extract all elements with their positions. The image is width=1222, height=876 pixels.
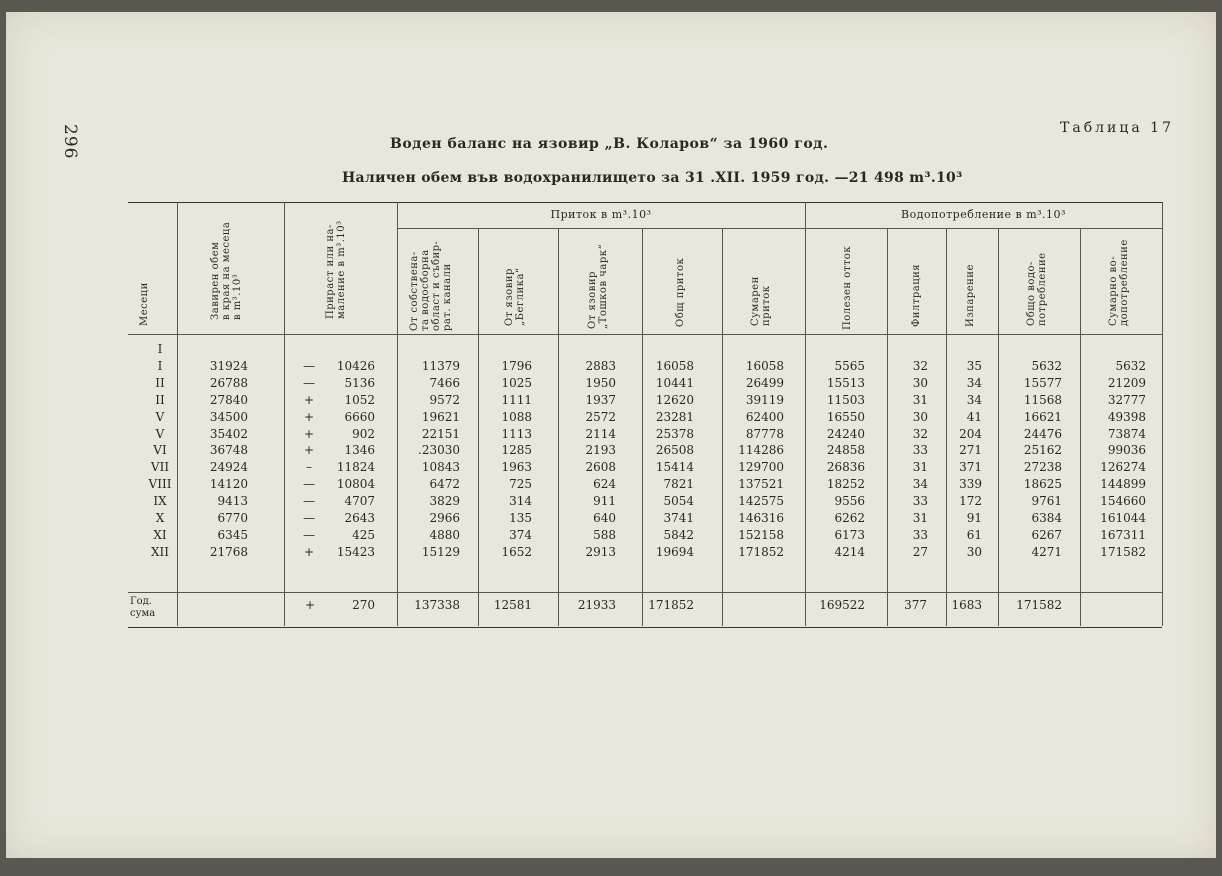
cell-total_use-0 — [998, 341, 1062, 358]
cell-total_inflow-6: 26508 — [655, 443, 694, 458]
cell-cum_use-10: 161044 — [1100, 511, 1146, 526]
cell-cum_inflow-3: 39119 — [745, 392, 784, 407]
cell-sign-0 — [296, 341, 322, 358]
cell-stored-6: 36748 — [209, 443, 248, 458]
header-useful-outflow: Полезен отток — [842, 245, 853, 330]
cell-filtration-3: 31 — [912, 392, 928, 407]
column-total-inflow — [644, 341, 694, 561]
cell-total_use-6: 25162 — [1023, 443, 1062, 458]
cell-own-1: 11379 — [421, 358, 460, 373]
cell-sign-8: — — [303, 477, 315, 492]
cell-months-8: VIII — [148, 477, 172, 492]
cell-sign-9: — — [303, 494, 315, 509]
cell-filtration-10: 31 — [912, 511, 928, 526]
column-filtration — [887, 341, 928, 561]
column-cumulative-inflow — [722, 341, 784, 561]
column-sign — [296, 341, 322, 561]
cell-beglika-7: 1963 — [501, 460, 532, 475]
cell-growth-11: 425 — [352, 527, 375, 542]
cell-beglika-6: 1285 — [501, 443, 532, 458]
cell-evaporation-10: 91 — [966, 511, 982, 526]
header-cumulative-water-use: Сумарно во- допотребление — [1108, 239, 1130, 326]
cell-cum_use-2: 21209 — [1107, 375, 1146, 390]
cell-evaporation-3: 34 — [966, 392, 982, 407]
cell-evaporation-2: 34 — [966, 375, 982, 390]
cell-toshkov-11: 588 — [593, 527, 616, 542]
total-growth: 270 — [352, 598, 375, 612]
cell-sign-2: — — [303, 375, 315, 390]
cell-toshkov-6: 2193 — [585, 443, 616, 458]
cell-growth-1: 10426 — [336, 358, 375, 373]
total-sign: + — [304, 598, 316, 612]
cell-total_use-12: 4271 — [1031, 544, 1062, 559]
cell-growth-9: 4707 — [344, 494, 375, 509]
cell-stored-5: 35402 — [209, 426, 248, 441]
cell-cum_inflow-6: 114286 — [738, 443, 784, 458]
cell-useful-12: 4214 — [834, 544, 865, 559]
cell-useful-6: 24858 — [826, 443, 865, 458]
cell-useful-2: 15513 — [826, 375, 865, 390]
cell-cum_inflow-8: 137521 — [738, 477, 784, 492]
cell-filtration-11: 33 — [912, 527, 928, 542]
cell-own-2: 7466 — [429, 375, 460, 390]
column-beglika — [480, 341, 532, 561]
cell-filtration-12: 27 — [912, 544, 928, 559]
cell-own-8: 6472 — [429, 477, 460, 492]
cell-useful-7: 26836 — [826, 460, 865, 475]
cell-cum_use-5: 73874 — [1107, 426, 1146, 441]
cell-total_inflow-3: 12620 — [655, 392, 694, 407]
cell-total_use-7: 27238 — [1023, 460, 1062, 475]
cell-toshkov-2: 1950 — [585, 375, 616, 390]
cell-growth-2: 5136 — [344, 375, 375, 390]
cell-beglika-10: 135 — [509, 511, 532, 526]
column-useful — [805, 341, 865, 561]
cell-useful-4: 16550 — [826, 409, 865, 424]
cell-filtration-6: 33 — [912, 443, 928, 458]
cell-months-5: V — [155, 426, 165, 441]
cell-sign-1: — — [303, 358, 315, 373]
cell-stored-0 — [190, 341, 248, 358]
cell-filtration-7: 31 — [912, 460, 928, 475]
cell-toshkov-7: 2608 — [585, 460, 616, 475]
cell-months-1: I — [157, 358, 163, 373]
cell-total_use-9: 9761 — [1031, 494, 1062, 509]
cell-evaporation-7: 371 — [959, 460, 982, 475]
cell-sign-10: — — [303, 511, 315, 526]
cell-cum_use-9: 154660 — [1100, 494, 1146, 509]
cell-total_use-1: 5632 — [1031, 358, 1062, 373]
cell-evaporation-1: 35 — [966, 358, 982, 373]
cell-own-3: 9572 — [429, 392, 460, 407]
totals-label: Год. сума — [130, 596, 156, 619]
cell-growth-3: 1052 — [344, 392, 375, 407]
cell-sign-4: + — [303, 409, 315, 424]
cell-total_inflow-5: 25378 — [655, 426, 694, 441]
cell-own-7: 10843 — [421, 460, 460, 475]
cell-total_inflow-0 — [644, 341, 694, 358]
cell-growth-6: 1346 — [344, 443, 375, 458]
total-inflow: 171852 — [648, 598, 694, 612]
cell-filtration-0 — [887, 341, 928, 358]
header-months: Месеци — [139, 282, 150, 326]
cell-sign-11: — — [303, 527, 315, 542]
cell-cum_inflow-11: 152158 — [738, 527, 784, 542]
cell-sign-12: + — [303, 544, 315, 559]
cell-growth-12: 15423 — [336, 544, 375, 559]
cell-growth-8: 10804 — [336, 477, 375, 492]
cell-cum_use-3: 32777 — [1107, 392, 1146, 407]
cell-toshkov-3: 1937 — [585, 392, 616, 407]
cell-own-12: 15129 — [421, 544, 460, 559]
total-toshkov: 21933 — [577, 598, 616, 612]
cell-cum_use-12: 171582 — [1100, 544, 1146, 559]
cell-growth-5: 902 — [352, 426, 375, 441]
cell-evaporation-11: 61 — [966, 527, 982, 542]
total-beglika: 12581 — [493, 598, 532, 612]
cell-stored-8: 14120 — [209, 477, 248, 492]
cell-stored-11: 6345 — [217, 527, 248, 542]
cell-own-11: 4880 — [429, 527, 460, 542]
cell-useful-3: 11503 — [826, 392, 865, 407]
total-useful: 169522 — [819, 598, 865, 612]
cell-toshkov-8: 624 — [593, 477, 616, 492]
header-stored-volume: Завирен обем в края на месеца в m³.10³ — [210, 221, 243, 320]
cell-total_inflow-8: 7821 — [663, 477, 694, 492]
cell-total_use-10: 6384 — [1031, 511, 1062, 526]
page-number: 296 — [60, 124, 80, 160]
column-stored — [190, 341, 248, 561]
cell-own-9: 3829 — [429, 494, 460, 509]
cell-sign-7: – — [306, 460, 312, 475]
cell-useful-5: 24240 — [826, 426, 865, 441]
cell-beglika-1: 1796 — [501, 358, 532, 373]
header-own-catchment: От собствена- та водосборна област и събир- рат. канали — [409, 240, 453, 331]
cell-cum_inflow-1: 16058 — [745, 358, 784, 373]
cell-sign-6: + — [303, 443, 315, 458]
cell-beglika-3: 1111 — [501, 392, 532, 407]
header-from-beglika: От язовир „Беглика“ — [504, 267, 526, 326]
cell-useful-11: 6173 — [834, 527, 865, 542]
column-toshkov — [560, 341, 616, 561]
cell-toshkov-9: 911 — [593, 494, 616, 509]
cell-own-6: .23030 — [418, 443, 460, 458]
column-cumulative-use — [1080, 341, 1146, 561]
cell-stored-10: 6770 — [217, 511, 248, 526]
cell-cum_use-1: 5632 — [1115, 358, 1146, 373]
cell-months-7: VII — [150, 460, 170, 475]
total-own: 137338 — [414, 598, 460, 612]
header-from-toshkov: От язовир „Тошков чарк“ — [587, 243, 609, 329]
cell-months-3: II — [155, 392, 165, 407]
total-filtration: 377 — [904, 598, 927, 612]
cell-stored-12: 21768 — [209, 544, 248, 559]
cell-growth-4: 6660 — [344, 409, 375, 424]
cell-stored-2: 26788 — [209, 375, 248, 390]
cell-stored-3: 27840 — [209, 392, 248, 407]
cell-filtration-2: 30 — [912, 375, 928, 390]
cell-useful-10: 6262 — [834, 511, 865, 526]
cell-beglika-4: 1088 — [501, 409, 532, 424]
cell-cum_inflow-9: 142575 — [738, 494, 784, 509]
cell-cum_inflow-4: 62400 — [745, 409, 784, 424]
cell-cum_inflow-2: 26499 — [745, 375, 784, 390]
cell-beglika-8: 725 — [509, 477, 532, 492]
cell-cum_use-7: 126274 — [1100, 460, 1146, 475]
cell-filtration-4: 30 — [912, 409, 928, 424]
cell-evaporation-8: 339 — [959, 477, 982, 492]
cell-cum_use-11: 167311 — [1100, 527, 1146, 542]
column-evaporation — [946, 341, 982, 561]
cell-growth-7: 11824 — [336, 460, 375, 475]
cell-cum_inflow-0 — [722, 341, 784, 358]
cell-evaporation-4: 41 — [966, 409, 982, 424]
cell-total_use-8: 18625 — [1023, 477, 1062, 492]
cell-toshkov-4: 2572 — [585, 409, 616, 424]
cell-toshkov-1: 2883 — [585, 358, 616, 373]
column-months — [140, 341, 180, 561]
header-evaporation: Изпарение — [965, 264, 976, 327]
header-filtration: Филтрация — [911, 263, 922, 327]
cell-cum_use-0 — [1080, 341, 1146, 358]
cell-months-4: V — [155, 409, 165, 424]
column-own — [400, 341, 460, 561]
cell-total_inflow-10: 3741 — [663, 511, 694, 526]
cell-own-5: 22151 — [421, 426, 460, 441]
cell-cum_use-4: 49398 — [1107, 409, 1146, 424]
column-total-use — [998, 341, 1062, 561]
cell-toshkov-10: 640 — [593, 511, 616, 526]
cell-cum_inflow-5: 87778 — [745, 426, 784, 441]
cell-evaporation-9: 172 — [959, 494, 982, 509]
cell-cum_inflow-7: 129700 — [738, 460, 784, 475]
cell-evaporation-0 — [946, 341, 982, 358]
header-growth: Прираст или на- маление в m³.10³ — [325, 220, 347, 319]
cell-beglika-5: 1113 — [501, 426, 532, 441]
cell-stored-4: 34500 — [209, 409, 248, 424]
cell-toshkov-12: 2913 — [585, 544, 616, 559]
cell-filtration-1: 32 — [912, 358, 928, 373]
cell-beglika-11: 374 — [509, 527, 532, 542]
cell-evaporation-12: 30 — [966, 544, 982, 559]
cell-months-9: IX — [153, 494, 167, 509]
header-total-inflow: Общ приток — [675, 257, 686, 327]
cell-useful-1: 5565 — [834, 358, 865, 373]
cell-stored-7: 24924 — [209, 460, 248, 475]
header-total-water-use: Общо водо- потребление — [1026, 252, 1048, 326]
cell-cum_use-6: 99036 — [1107, 443, 1146, 458]
cell-total_use-2: 15577 — [1023, 375, 1062, 390]
cell-total_inflow-11: 5842 — [663, 527, 694, 542]
cell-total_inflow-9: 5054 — [663, 494, 694, 509]
cell-filtration-5: 32 — [912, 426, 928, 441]
cell-total_use-11: 6267 — [1031, 527, 1062, 542]
cell-own-10: 2966 — [429, 511, 460, 526]
cell-toshkov-5: 2114 — [585, 426, 616, 441]
total-water-use: 171582 — [1016, 598, 1062, 612]
cell-useful-8: 18252 — [826, 477, 865, 492]
cell-own-0 — [400, 341, 460, 358]
cell-months-12: XII — [150, 544, 170, 559]
cell-sign-5: + — [303, 426, 315, 441]
cell-filtration-9: 33 — [912, 494, 928, 509]
cell-beglika-9: 314 — [509, 494, 532, 509]
cell-own-4: 19621 — [421, 409, 460, 424]
cell-stored-9: 9413 — [217, 494, 248, 509]
cell-growth-10: 2643 — [344, 511, 375, 526]
cell-filtration-8: 34 — [912, 477, 928, 492]
column-growth — [325, 341, 375, 561]
cell-total_inflow-4: 23281 — [655, 409, 694, 424]
table-subtitle: Наличен обем във водохранилището за 31 .XII. 1959 год. —21 498 m³.10³ — [342, 170, 963, 186]
cell-beglika-2: 1025 — [501, 375, 532, 390]
cell-total_inflow-7: 15414 — [655, 460, 694, 475]
cell-evaporation-6: 271 — [959, 443, 982, 458]
cell-cum_use-8: 144899 — [1100, 477, 1146, 492]
cell-months-6: VI — [153, 443, 167, 458]
total-evaporation: 1683 — [951, 598, 982, 612]
cell-months-2: II — [155, 375, 165, 390]
cell-cum_inflow-10: 146316 — [738, 511, 784, 526]
cell-growth-0 — [325, 341, 375, 358]
header-water-use-group: Водопотребление в m³.10³ — [901, 208, 1066, 221]
cell-sign-3: + — [303, 392, 315, 407]
cell-total_inflow-1: 16058 — [655, 358, 694, 373]
cell-months-0: I — [157, 342, 163, 356]
cell-beglika-0 — [480, 341, 532, 358]
cell-total_use-4: 16621 — [1023, 409, 1062, 424]
cell-total_use-5: 24476 — [1023, 426, 1062, 441]
cell-total_inflow-12: 19694 — [655, 544, 694, 559]
table-number: Таблица 17 — [1060, 120, 1174, 136]
cell-months-10: X — [155, 511, 165, 526]
table-title: Воден баланс на язовир „В. Коларов“ за 1960 год. — [390, 136, 829, 152]
cell-months-11: XI — [153, 527, 167, 542]
cell-useful-9: 9556 — [834, 494, 865, 509]
header-cumulative-inflow: Сумарен приток — [750, 276, 772, 326]
cell-stored-1: 31924 — [209, 358, 248, 373]
cell-cum_inflow-12: 171852 — [738, 544, 784, 559]
cell-beglika-12: 1652 — [501, 544, 532, 559]
header-inflow-group: Приток в m³.10³ — [550, 208, 652, 221]
cell-toshkov-0 — [560, 341, 616, 358]
cell-useful-0 — [805, 341, 865, 358]
cell-total_inflow-2: 10441 — [655, 375, 694, 390]
cell-evaporation-5: 204 — [959, 426, 982, 441]
cell-total_use-3: 11568 — [1023, 392, 1062, 407]
